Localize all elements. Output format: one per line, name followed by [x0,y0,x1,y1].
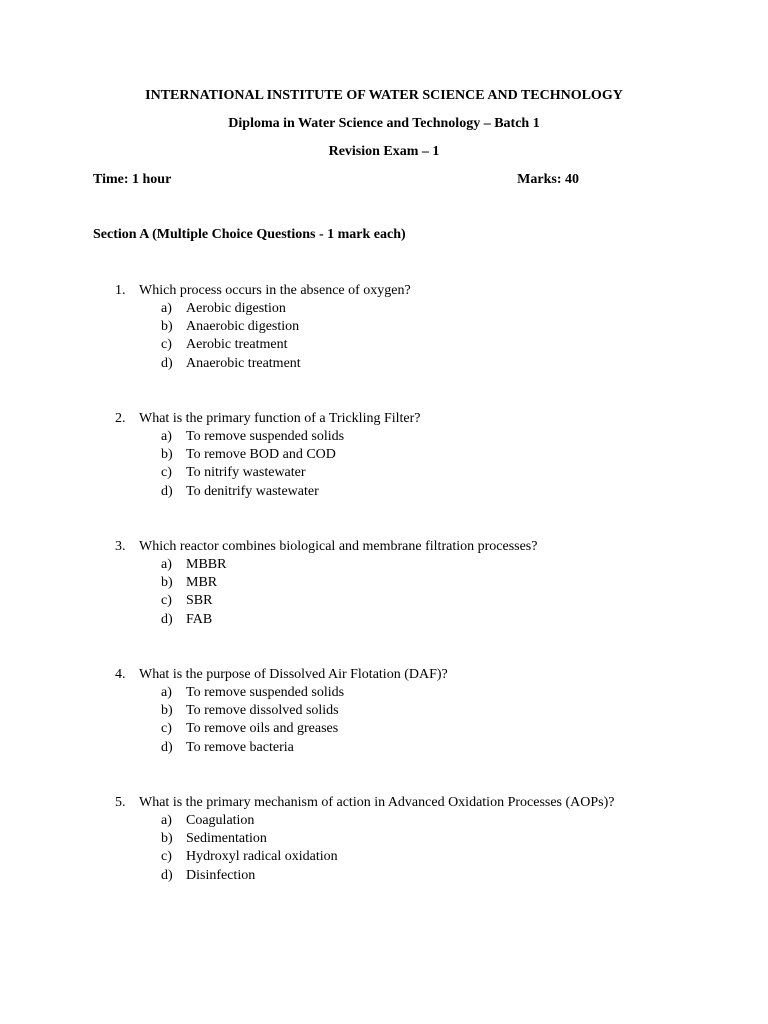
option-text: MBR [186,575,218,591]
option-d [0,739,768,757]
option-c [0,848,768,866]
option-letter: a) [161,685,172,700]
option-letter: d) [161,483,173,499]
option-text: To remove suspended solids [186,429,345,444]
question-line [0,666,768,684]
option-text: Sedimentation [186,831,267,847]
option-d [0,867,768,885]
question-4 [0,666,768,757]
option-c [0,464,768,482]
question-number: 1. [115,283,126,298]
option-text: To remove BOD and COD [186,447,336,463]
question-line [0,282,768,300]
option-letter: c) [161,593,172,609]
question-5 [0,794,768,885]
option-letter: d) [161,739,173,755]
option-c [0,720,768,738]
option-text: Disinfection [186,867,256,883]
question-1 [0,282,768,373]
program-title: Diploma in Water Science and Technology – Batch 1 [228,116,540,131]
section-heading: Section A (Multiple Choice Questions - 1 mark each) [93,227,406,242]
option-letter: b) [161,703,173,719]
option-letter: a) [161,429,172,444]
option-b [0,446,768,464]
option-text: To remove dissolved solids [186,703,339,719]
option-letter: b) [161,575,173,591]
question-text: What is the purpose of Dissolved Air Flotation (DAF)? [139,667,448,682]
option-letter: c) [161,849,172,865]
question-2 [0,410,768,501]
question-line [0,538,768,556]
option-text: To remove oils and greases [186,721,339,737]
option-text: Hydroxyl radical oxidation [186,849,338,865]
option-c [0,336,768,354]
option-letter: a) [161,301,172,316]
option-text: SBR [186,593,213,609]
option-c [0,592,768,610]
option-text: Anaerobic treatment [186,355,301,371]
option-b [0,830,768,848]
option-letter: c) [161,465,172,481]
option-letter: a) [161,813,172,828]
option-a [0,300,768,318]
exam-title: Revision Exam – 1 [328,144,440,159]
option-text: FAB [186,611,213,627]
option-a [0,812,768,830]
option-d [0,483,768,501]
option-text: To denitrify wastewater [186,483,319,499]
question-number: 2. [115,411,126,426]
question-text: Which process occurs in the absence of oxygen? [139,283,411,298]
exam-time: Time: 1 hour [93,172,172,187]
option-letter: d) [161,355,173,371]
option-a [0,684,768,702]
exam-meta-row [93,171,579,189]
option-text: Aerobic treatment [186,337,288,353]
option-text: Coagulation [186,813,255,828]
question-line [0,410,768,428]
option-a [0,428,768,446]
exam-marks: Marks: 40 [517,172,579,187]
option-a [0,556,768,574]
option-letter: c) [161,337,172,353]
question-text: Which reactor combines biological and membrane filtration processes? [139,539,538,554]
option-letter: b) [161,319,173,335]
option-d [0,611,768,629]
question-number: 3. [115,539,126,554]
option-b [0,318,768,336]
option-b [0,574,768,592]
question-number: 4. [115,667,126,682]
option-letter: a) [161,557,172,572]
option-d [0,355,768,373]
option-letter: d) [161,867,173,883]
option-text: To nitrify wastewater [186,465,306,481]
option-letter: b) [161,831,173,847]
option-letter: d) [161,611,173,627]
option-letter: b) [161,447,173,463]
option-text: To remove bacteria [186,739,294,755]
question-text: What is the primary function of a Trickling Filter? [139,411,421,426]
option-text: MBBR [186,557,227,572]
question-number: 5. [115,795,126,810]
option-text: To remove suspended solids [186,685,345,700]
question-text: What is the primary mechanism of action in Advanced Oxidation Processes (AOPs)? [139,795,615,810]
question-3 [0,538,768,629]
question-line [0,794,768,812]
option-letter: c) [161,721,172,737]
option-text: Aerobic digestion [186,301,286,316]
institute-title: INTERNATIONAL INSTITUTE OF WATER SCIENCE AND TECHNOLOGY [145,88,623,103]
option-b [0,702,768,720]
option-text: Anaerobic digestion [186,319,300,335]
